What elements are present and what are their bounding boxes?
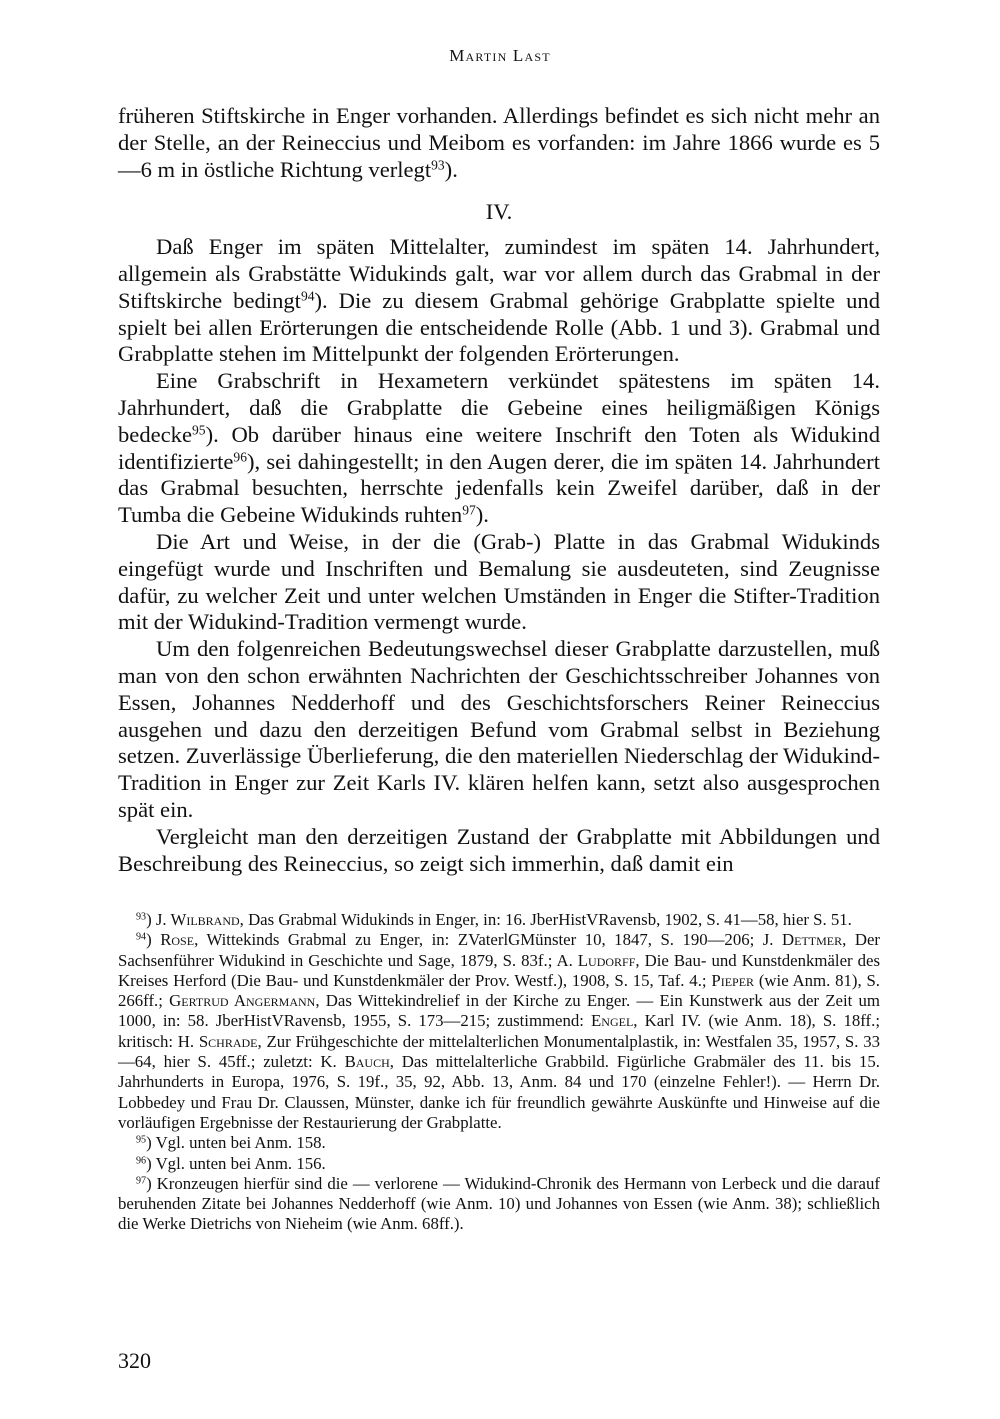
footnote-number: 95 — [136, 1134, 147, 1146]
author-first-name: Martin — [449, 46, 508, 65]
footnote-text: , Das Wittekindrelief in der Kirche zu Enger. — Ein Kunstwerk aus der Zeit um 1000, in: 58. JberHistVRavensb, 1955, S. 173—215; zustimmend: — [118, 991, 880, 1031]
footnote-text: , Zur Frühgeschichte der mittelalterlichen Monumentalplastik, in: Westfalen 35, 1957, S. 33—64, hier S. 45ff.; zuletzt: K. — [118, 1031, 880, 1072]
footnote-number: 94 — [136, 931, 147, 943]
author-name: Ludorff — [577, 950, 636, 970]
footnote-94: $^{94}$) Rose, Wittekinds Grabmal zu Enger, in: ZVaterlGMünster 10, 1847, S. 190—206; J. Dettmer, Der Sachsenführer Widukind in Geschichte und Sage, 1879, S. 83f.; A. Ludorff, Die Bau- und Kunstdenkmäler des Kreises Herford (Die Bau- und Kunstdenkmäler der Prov. Westf.), 1908, S. 15, Taf. 4.; Pieper (wie Anm. 81), S. 266ff.; Gertrud Angermann, Das Wittekindrelief in der Kirche zu Enger. — Ein Kunstwerk aus der Zeit um 1000, in: 58. JberHistVRavensb, 1955, S. 173—215; zustimmend: Engel, Karl IV. (wie Anm. 18), S. 18ff.; kritisch: H. Schrade, Zur Frühgeschichte der mittelalterlichen Monumentalplastik, in: Westfalen 35, 1957, S. 33—64, hier S. 45ff.; zuletzt: K. Bauch, Das mittelalterliche Grabbild. Figürliche Grabmäler des 11. bis 15. Jahrhunderts in Europa, 1976, S. 19f., 35, 92, Abb. 13, Anm. 84 und 170 (einzelne Fehler!). — Herrn Dr. Lobbedey und Frau Dr. Claussen, Münster, danke ich für freundlich gewährte Auskünfte und Hinweise auf die vorläufigen Ergebnisse der Restaurierung der Grabplatte. — [118, 930, 880, 1132]
author-name: Engel — [591, 1011, 634, 1031]
paragraph-2-text-b: ). Ob darüber hinaus eine weitere Inschrift den Toten als Widukind identifizierte — [118, 421, 880, 474]
author-name: Bauch — [344, 1052, 390, 1072]
paragraph-3: Die Art und Weise, in der die (Grab-) Platte in das Grabmal Widukinds eingefügt wurde und Inschriften und Bemalung sie ausdeuteten, sind Zeugnisse dafür, zu welcher Zeit und unter welchen Umständen in Enger die Stifter-Tradition mit der Widukind-Tradition vermengt wurde. — [118, 528, 880, 635]
footnote-text: , Die Bau- und Kunstdenkmäler des Kreises Herford (Die Bau- und Kunstdenkmäler der Prov. Westf.), 1908, S. 15, Taf. 4.; — [118, 950, 880, 990]
footnote-95: $^{95}$) Vgl. unten bei Anm. 158. — [136, 1133, 326, 1153]
footnote-text: , Das Grabmal Widukinds in Enger, in: 16. JberHistVRavensb, 1902, S. 41—58, hier S. 51. — [239, 910, 852, 929]
footnote-text: Vgl. unten bei Anm. 156. — [155, 1153, 326, 1173]
footnote-text: , Das mittelalterliche Grabbild. Figürliche Grabmäler des 11. bis 15. Jahrhunderts in Europa, 1976, S. 19f., 35, 92, Abb. 13, Anm. 84 und 170 (einzelne Fehler!). — Herrn Dr. Lobbedey und Frau Dr. Claussen, Münster, danke ich für freundlich gewährte Auskünfte und Hinweise auf die vorläufigen Ergebnisse der Restaurierung der Grabplatte. — [118, 1052, 880, 1132]
footnote-ref-97: 97 — [462, 502, 476, 518]
footnote-93: $^{93}$) J. Wilbrand, Das Grabmal Widukinds in Enger, in: 16. JberHistVRavensb, 1902, S. 41—58, hier S. 51. — [136, 910, 852, 929]
author-name: Dettmer — [782, 930, 843, 950]
footnote-text: , Karl IV. (wie Anm. 18), S. 18ff.; kritisch: H. — [118, 1011, 880, 1051]
body-text — [118, 103, 880, 877]
author-name: Rose — [160, 930, 195, 950]
footnote-ref-93: 93 — [431, 157, 445, 173]
author-name: Gertrud Angermann — [169, 991, 316, 1011]
footnote-text: (wie Anm. 81), S. 266ff.; — [118, 970, 880, 1011]
section-heading: IV. — [485, 199, 513, 225]
footnote-text: , Der Sachsenführer Widukind in Geschichte und Sage, 1879, S. 83f.; A. — [118, 930, 880, 970]
paragraph-1-text-b: ). Die zu diesem Grabmal gehörige Grabplatte spielte und spielt bei allen Erörterungen die entscheidende Rolle (Abb. 1 und 3). Grabmal und Grabplatte stehen im Mittelpunkt der folgenden Erörterungen. — [118, 287, 880, 367]
author-name: Pieper — [711, 970, 755, 990]
footnote-text: Vgl. unten bei Anm. 158. — [155, 1133, 326, 1153]
paragraph-2 — [118, 368, 880, 529]
paragraph-2-end: ). — [475, 502, 489, 528]
author-name: Schrade — [198, 1031, 258, 1051]
page-number: 320 — [118, 1348, 151, 1373]
footnote-number: 93 — [136, 911, 147, 923]
paragraph-1-text-a: Daß Enger im späten Mittelalter, zumindest im späten 14. Jahrhundert, allgemein als Grabstätte Widukinds galt, war vor allem durch das Grabmal in der Stiftskirche bedingt — [118, 234, 880, 313]
author-name: J. Wilbrand — [155, 910, 240, 929]
paragraph-4: Um den folgenreichen Bedeutungswechsel dieser Grabplatte darzustellen, muß man von den schon erwähnten Nachrichten der Geschichtsschreiber Johannes von Essen, Johannes Nedderhoff und des Geschichtsforschers Reiner Reineccius ausgehen und dazu den derzeitigen Befund vom Grabmal selbst in Beziehung setzen. Zuverlässige Überlieferung, die den materiellen Niederschlag der Widukind-Tradition in Enger zur Zeit Karls IV. klären helfen kann, setzt also ausgesprochen spät ein. — [118, 636, 880, 822]
footnote-ref-96: 96 — [233, 449, 247, 465]
footnote-ref-95: 95 — [192, 422, 206, 438]
paragraph-2-text-c: ), sei dahingestellt; in den Augen derer, die im späten 14. Jahrhundert das Grabmal besuchten, herrschte jedenfalls kein Zweifel darüber, daß in der Tumba die Gebeine Widukinds ruhten — [118, 448, 880, 528]
footnote-text: Kronzeugen hierfür sind die — verlorene — Widukind-Chronik des Hermann von Lerbeck und die darauf beruhenden Zitate bei Johannes Nedderhoff (wie Anm. 10) und Johannes von Essen (wie Anm. 38); schließlich die Werke Dietrichs von Nieheim (wie Anm. 68ff.). — [118, 1173, 880, 1234]
footnote-number: 97 — [136, 1175, 147, 1187]
paragraph-0 — [118, 103, 880, 183]
running-head — [0, 46, 1000, 66]
footnotes — [118, 910, 880, 1235]
footnote-text: , Wittekinds Grabmal zu Enger, in: ZVaterlGMünster 10, 1847, S. 190—206; J. — [194, 930, 783, 950]
paragraph-0-text: früheren Stiftskirche in Enger vorhanden. Allerdings befindet es sich nicht mehr an der Stelle, an der Reineccius und Meibom es vorfanden: im Jahre 1866 wurde es 5—6 m in östliche Richtung verlegt — [118, 103, 880, 182]
footnote-number: 96 — [136, 1155, 147, 1167]
footnote-ref-94: 94 — [300, 288, 315, 304]
paragraph-5: Vergleicht man den derzeitigen Zustand der Grabplatte mit Abbildungen und Beschreibung des Reineccius, so zeigt sich immerhin, daß damit ein — [118, 823, 880, 876]
paragraph-0-end: ). — [444, 156, 458, 182]
paragraph-2-text-a: Eine Grabschrift in Hexametern verkündet spätestens im späten 14. Jahrhundert, daß die Grabplatte die Gebeine eines heiligmäßigen Königs bedecke — [118, 368, 880, 447]
author-last-name: Last — [512, 46, 551, 65]
footnote-96: $^{96}$) Vgl. unten bei Anm. 156. — [136, 1153, 326, 1173]
footnote-97: $^{97}$) Kronzeugen hierfür sind die — verlorene — Widukind-Chronik des Hermann von Lerbeck und die darauf beruhenden Zitate bei Johannes Nedderhoff (wie Anm. 10) und Johannes von Essen (wie Anm. 38); schließlich die Werke Dietrichs von Nieheim (wie Anm. 68ff.). — [118, 1173, 880, 1234]
paragraph-1 — [118, 234, 880, 368]
